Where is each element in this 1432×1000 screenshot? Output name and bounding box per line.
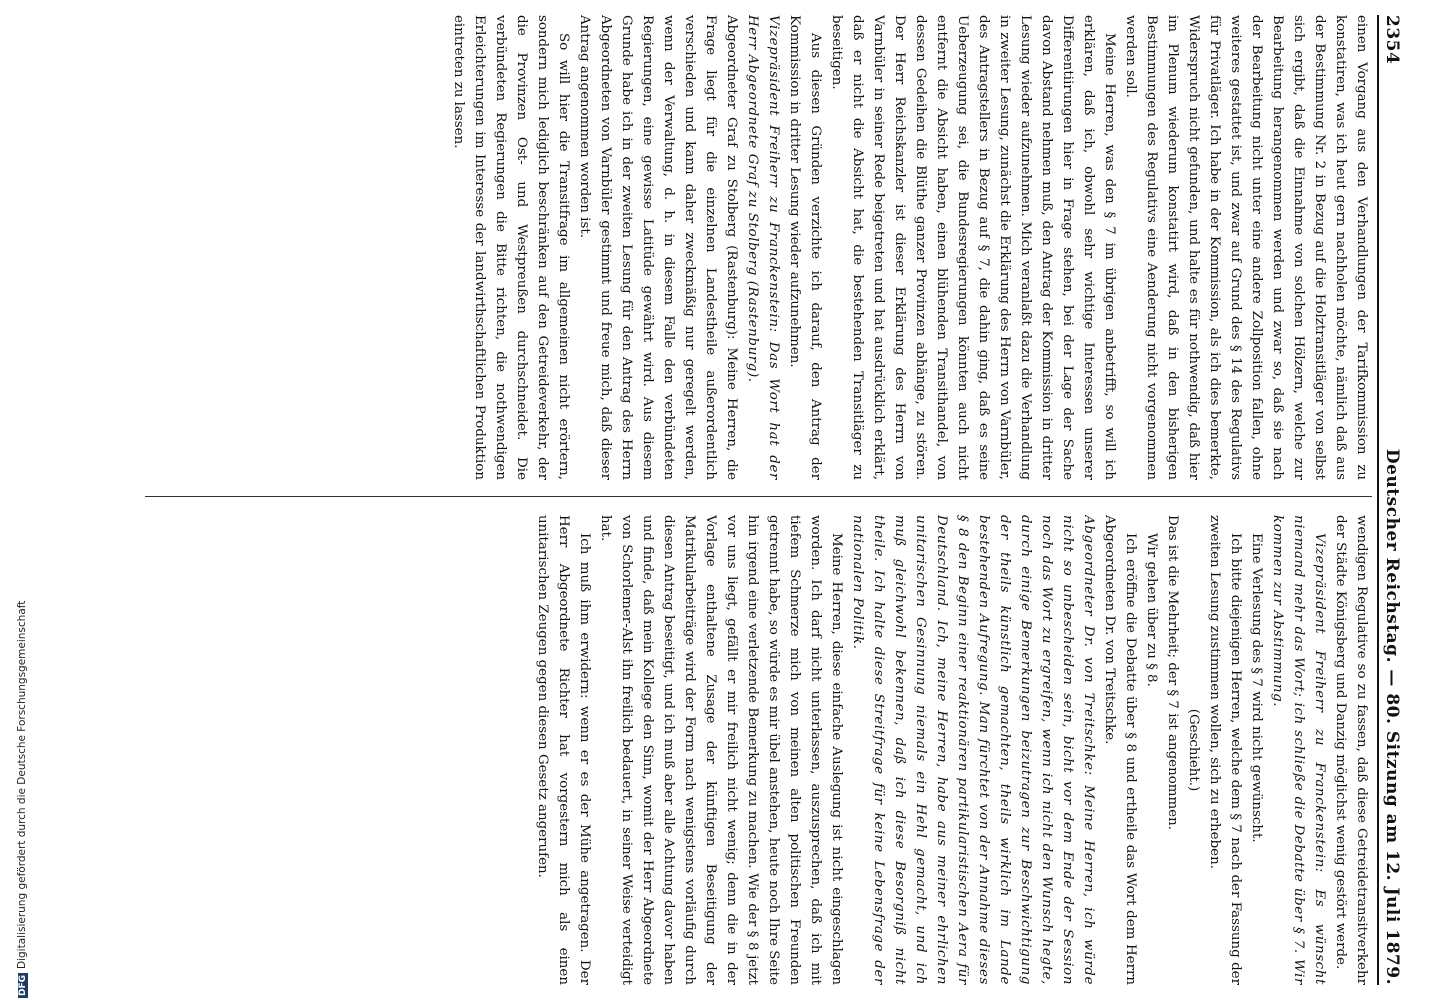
paragraph: Abgeordneter Graf zu Stolberg (Rastenburg): Meine Herren, die Frage liegt für die einzelnen Landestheile außerordentlich verschieden und kann daher zweckmäßig nur geregelt werden, wenn der Verwaltung, d. h. in diesem Falle den verbündeten Regierungen, eine gewisse Latitüde gewährt wird. Aus diesem Grunde habe ich in der zweiten Lesung für den Antrag des Herrn Abgeordneten von Varnbüler gestimmt und freue mich, daß dieser Antrag angenommen worden ist. [577, 15, 739, 480]
left-column [125, 15, 1372, 480]
column-divider [145, 496, 1372, 497]
dfg-logo: DFG [18, 974, 28, 996]
paragraph: So will hier die Transitfrage im allgemeinen nicht erörtern, sondern mich lediglich beschränken auf den Getreideverkehr, der die Provinzen Ost- und Westpreußen durchschneidet. Die verbündeten Regierungen die Bitte richten, die nothwendigen Erleichterungen im Interesse der landwirthschaftlichen Produktion eintreten zu lassen. [451, 15, 571, 480]
session-info: 80. Sitzung am 12. Juli 1879. [1382, 693, 1402, 985]
paragraph: Meine Herren, diese einfache Auslegung ist nicht eingeschlagen worden. Ich darf nicht unterlassen, auszusprechen, daß ich mit tiefem Schmerze mich von meinen alten politischen Freunden getrennt habe, so würde es mir übel anstehen, heute noch Ihre Seite hin irgend eine verletzende Bemerkung zu machen. Wie der § 8 jetzt vor uns liegt, gefällt er mir freilich nicht wenig; denn die in der Vorlage enthaltene Zusage der künftigen Beseitigung der Matrikularbeiträge wird der Form nach wenigstens vorläufig durch diesen Antrag beseitigt, und ich muß aber alle Achtung davor haben und finde, daß mein Kollege den Sinn, womit der Herr Abgeordnete von Schorlemer-Alst ihn freilich bedauert, in seiner Weise verteidigt hat. [598, 515, 844, 985]
paragraph: Abgeordneter Dr. von Treitschke: Meine Herren, ich würde nicht so unbescheiden sein, bicht vor dem Ende der Session noch das Wort zu ergreifen, wenn ich nicht den Wunsch hegte, durch einige Bemerkungen beizutragen zur Beschwichtigung der theils künstlich gemachten, theils wirklich im Lande bestehenden Aufregung. Man fürchtet von der Annahme dieses § 8 den Beginn einer reaktionären partikularistischen Aera für Deutschland. Ich, meine Herren, habe aus meiner ehrlichen unitarischen Gesinnung niemals ein Hehl gemacht, und ich muß gleichwohl bekennen, daß ich diese Besorgniß nicht theile. Ich halte diese Streitfrage für keine Lebensfrage der nationalen Politik. [850, 515, 1096, 985]
paragraph: Eine Verlesung des § 7 wird nicht gewünscht. [1249, 533, 1264, 843]
digitization-credit [4, 600, 28, 1000]
paragraph: Aus diesen Gründen verzichte ich darauf, den Antrag der Kommission in dritter Lesung wieder aufzunehmen. [787, 15, 823, 480]
publication-name: Deutscher Reichstag. [1382, 448, 1402, 663]
paragraph: Ich muß ihm erwidern: wenn er es der Mühe angetragen. Der Herr Abgeordnete Richter hat vorgestern mich als einen unitarischen Zeugen gegen diesen Gesetz angerufen. [535, 515, 592, 985]
credit-text: Digitalisierung gefördert durch die Deutsche Forschungsgemeinschaft [16, 600, 28, 969]
scanned-page [115, 0, 1432, 1000]
paragraph: wendigen Regulative so zu fassen, daß diese Getreidetransitverkehr der Städte Königsberg und Danzig möglichst wenig gestört werde. [1333, 515, 1369, 985]
paragraph: Das ist die Mehrheit; der § 7 ist angenommen. [1165, 515, 1180, 830]
paragraph: Ich bitte diejenigen Herren, welche dem § 7 nach der Fassung der zweiten Lesung zustimmen wollen, sich zu erheben. [1207, 515, 1243, 985]
publication-title [1382, 449, 1402, 985]
paragraph: Meine Herren, was den § 7 im übrigen anbetrifft, so will ich erklären, daß ich, obwohl sehr wichtige Interessen unserer Differentiirungen hier in Frage stehen, bei der Lage der Sache davon Abstand nehmen muß, den Antrag der Kommission in dritter Lesung wieder aufzunehmen. Mich veranlaßt dazu die Verhandlung in zweiter Lesung, zunächst die Erklärung des Herrn von Varnbüler, des Antragstellers in Bezug auf § 7, die dahin ging, daß es seine Ueberzeugung sei, die Bundesregierungen könnten auch nicht entfernt die Absicht haben, einen blühenden Transithandel, von dessen Gedeihen die Blüthe ganzer Provinzen abhänge, zu stören. Der Herr Reichskanzler ist dieser Erklärung des Herrn von Varnbüler in seiner Rede beigetreten und hat ausdrücklich erklärt, daß er nicht die Absicht hat, die bestehenden Transitläger zu beseitigen. [829, 15, 1117, 480]
page-header [1377, 15, 1416, 985]
paragraph: Vizepräsident Freiherr zu Franckenstein: Es wünscht niemand mehr das Wort; ich schließe die Debatte über § 7. Wir kommen zur Abstimmung. [1270, 515, 1327, 985]
paragraph: Ich eröffne die Debatte über § 8 und ertheile das Wort dem Herrn Abgeordneten Dr. von Treitschke. [1102, 515, 1138, 985]
paragraph: (Geschieht.) [1186, 708, 1201, 792]
page-number: 2354 [1382, 15, 1402, 65]
paragraph: Vizepräsident Freiherr zu Franckenstein: Das Wort hat der Herr Abgeordnete Graf zu Stolberg (Rastenburg). [745, 15, 781, 480]
paragraph: einen Vorgang aus den Verhandlungen der Tarifkommission zu konstatiren, was ich heut gern nachholen möchte, nämlich daß aus der Bestimmung Nr. 2 in Bezug auf die Holztransitläger von selbst sich ergibt, daß die Einnahme von solchen Hölzern, welche zur Bearbeitung herangenommen werden und zwar so, daß sie nach der Bearbeitung nicht unter eine andere Zollposition fallen, ohne weiteres gestattet ist, und zwar auf Grund des § 14 des Regulativs für Privatläger. Ich habe in der Kommission, als ich dies bemerkte, Widerspruch nicht gefunden, und halte es für nothwendig, daß hier im Plenum wiederum konstatirt wird, daß in den bisherigen Bestimmungen des Regulativs eine Aenderung nicht vorgenommen werden soll. [1123, 15, 1369, 480]
right-column [125, 515, 1372, 985]
header-dash: — [1382, 669, 1402, 687]
paragraph: Wir gehen über zu § 8. [1144, 533, 1159, 687]
